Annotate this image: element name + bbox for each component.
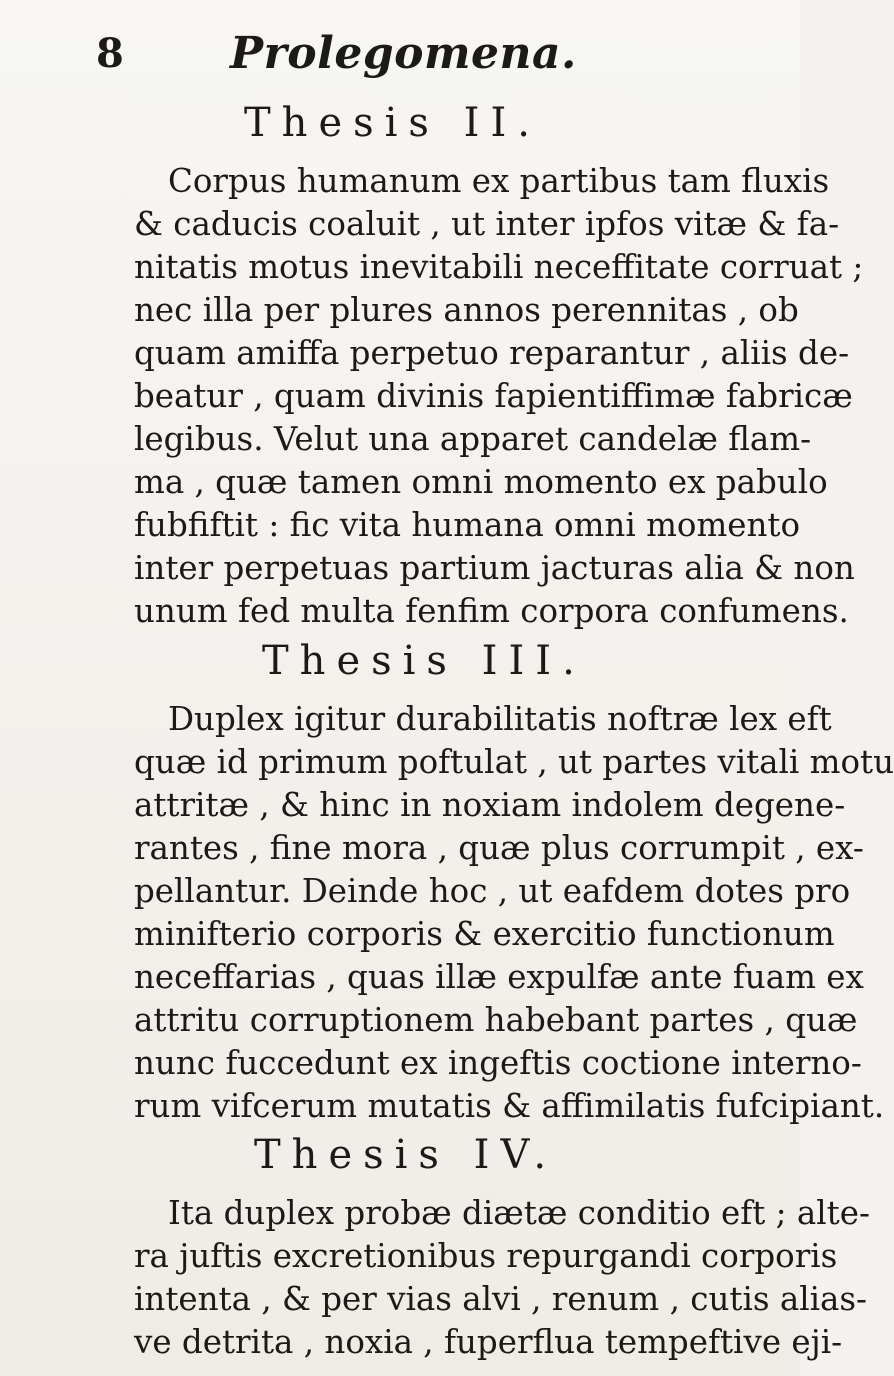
- text-line: neceffarias , quas illæ expulfæ ante fuam ex: [134, 958, 864, 996]
- thesis-2-paragraph: [134, 160, 864, 633]
- text-line: ra juftis excretionibus repurgandi corporis: [134, 1237, 838, 1275]
- text-line: inter perpetuas partium jacturas alia & non: [134, 549, 855, 587]
- text-line: nunc fuccedunt ex ingeftis coctione interno-: [134, 1044, 862, 1082]
- text-line: attritu corruptionem habebant partes , quæ: [134, 1001, 858, 1039]
- text-line: nitatis motus inevitabili neceffitate corruat ;: [134, 248, 864, 286]
- thesis-3-title: Thesis III.: [262, 638, 586, 684]
- thesis-3-paragraph: [134, 698, 894, 1128]
- thesis-4-title: Thesis IV.: [254, 1132, 558, 1178]
- text-line: & caducis coaluit , ut inter ipfos vitæ & fa-: [134, 205, 840, 243]
- page-number: 8: [96, 30, 124, 77]
- text-line: ve detrita , noxia , fuperflua tempeftive eji-: [134, 1323, 843, 1361]
- text-line: Duplex igitur durabilitatis noftræ lex eft: [168, 700, 832, 738]
- running-head: Prolegomena.: [230, 28, 577, 79]
- text-line: Corpus humanum ex partibus tam fluxis: [168, 162, 830, 200]
- thesis-2-title: Thesis II.: [244, 100, 541, 146]
- text-line: fubfiftit : fic vita humana omni momento: [134, 506, 801, 544]
- page-header: [0, 24, 800, 84]
- text-line: minifterio corporis & exercitio functionum: [134, 915, 835, 953]
- text-line: unum fed multa fenfim corpora confumens.: [134, 592, 849, 630]
- thesis-4-paragraph: [134, 1192, 870, 1364]
- text-line: intenta , & per vias alvi , renum , cutis alias-: [134, 1280, 868, 1318]
- text-line: ma , quæ tamen omni momento ex pabulo: [134, 463, 828, 501]
- text-line: Ita duplex probæ diætæ conditio eft ; alte-: [168, 1194, 870, 1232]
- text-line: rum vifcerum mutatis & affimilatis fufcipiant.: [134, 1087, 885, 1125]
- text-line: beatur , quam divinis fapientiffimæ fabricæ: [134, 377, 853, 415]
- text-line: nec illa per plures annos perennitas , ob: [134, 291, 799, 329]
- text-line: attritæ , & hinc in noxiam indolem degene-: [134, 786, 846, 824]
- text-line: quæ id primum poftulat , ut partes vitali motu: [134, 743, 894, 781]
- text-line: rantes , fine mora , quæ plus corrumpit , ex-: [134, 829, 864, 867]
- text-line: legibus. Velut una apparet candelæ flam-: [134, 420, 812, 458]
- text-line: pellantur. Deinde hoc , ut eafdem dotes pro: [134, 872, 851, 910]
- text-line: quam amiffa perpetuo reparantur , aliis de-: [134, 334, 850, 372]
